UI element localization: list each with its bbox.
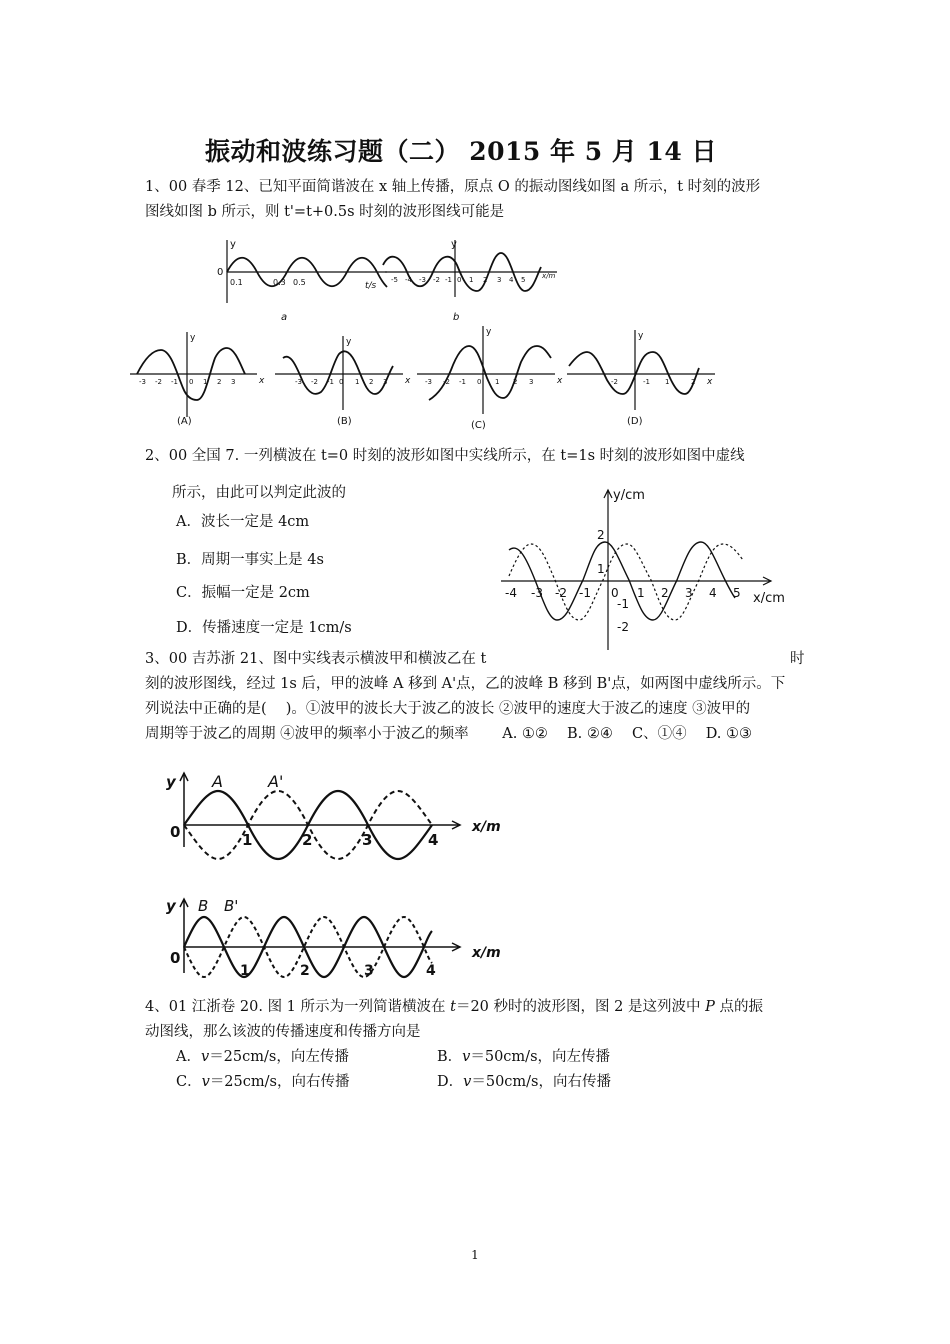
q4-line1-part: ＝20 秒时的波形图，图 2 是这列波中 — [455, 999, 706, 1015]
page-number: 1 — [471, 1248, 479, 1262]
opt-d-tick: 2 — [691, 378, 696, 386]
opt-c-curve — [429, 346, 551, 400]
opt-a-tick: 2 — [217, 378, 222, 386]
fig-b-tick: -5 — [391, 276, 398, 284]
opt-b-tick: -3 — [295, 378, 302, 386]
opt-c-tick: 2 — [513, 378, 518, 386]
fig-b-y-label: y — [451, 239, 457, 250]
fig-a-tick: 0.3 — [273, 278, 286, 287]
q4-line1-part: 4、01 江浙卷 20. 图 1 所示为一列简谐横波在 — [145, 999, 451, 1015]
fig-b-tick: 3 — [497, 276, 502, 284]
q2-line1: 2、00 全国 7. 一列横波在 t=0 时刻的波形如图中实线所示，在 t=1s 时刻的波形如图中虚线 — [145, 448, 745, 464]
q3-figure-wave-yi — [160, 895, 510, 990]
fig-b-tick: 2 — [483, 276, 488, 284]
opt-a-tick: 0 — [189, 378, 194, 386]
fig-b-tick: 1 — [469, 276, 474, 284]
q4-option-d — [437, 1070, 611, 1095]
q2-line2: 所示，由此可以判定此波的 — [172, 485, 346, 501]
jia-tick: 2 — [302, 831, 313, 849]
yi-origin: 0 — [170, 949, 181, 967]
opt-d-caption: (D) — [627, 416, 643, 427]
opt-c-tick: -2 — [443, 378, 450, 386]
yi-peak-b-shifted: B' — [224, 897, 239, 915]
option-var: v — [200, 1049, 210, 1065]
q4-line1-part: 点的振 — [714, 999, 763, 1015]
q2-x-tick: -2 — [555, 586, 567, 600]
q2-x-tick: 1 — [637, 586, 645, 600]
q1-option-figures — [125, 322, 725, 434]
option-text: ＝25cm/s，向左传播 — [209, 1049, 349, 1065]
opt-b-caption: (B) — [337, 416, 352, 427]
fig-b-tick: -2 — [433, 276, 440, 284]
option-text: ＝25cm/s，向右传播 — [209, 1074, 350, 1090]
opt-d-tick: -2 — [611, 378, 618, 386]
fig-b-x-label: x/m — [542, 272, 556, 280]
opt-d-y-label: y — [638, 331, 644, 341]
fig-b-caption: b — [453, 312, 460, 323]
jia-tick: 1 — [242, 831, 253, 849]
fig-a-tick: 0.1 — [230, 278, 243, 287]
jia-peak-a: A — [212, 772, 223, 791]
opt-a-tick: -1 — [171, 378, 178, 386]
yi-tick: 3 — [364, 963, 374, 979]
opt-c-tick: 1 — [495, 378, 500, 386]
jia-peak-a-shifted: A' — [268, 772, 284, 791]
option-var: v — [201, 1074, 210, 1090]
q2-x-tick: 4 — [709, 586, 717, 600]
option-text: ＝50cm/s，向右传播 — [471, 1074, 611, 1090]
q4-option-b — [437, 1045, 610, 1070]
q2-x-tick: -3 — [531, 586, 543, 600]
fig-a-x-label: t/s — [365, 281, 377, 291]
q2-y-tick: 2 — [597, 528, 605, 542]
yi-tick: 1 — [240, 963, 250, 979]
q2-option-d: D．传播速度一定是 1cm/s — [176, 620, 352, 636]
option-text: ＝50cm/s，向左传播 — [470, 1049, 611, 1065]
q3-line1-end: 时 — [790, 651, 805, 667]
option-letter: A． — [176, 1049, 201, 1065]
fig-b-tick: 4 — [509, 276, 514, 284]
fig-b-tick: -4 — [405, 276, 412, 284]
opt-b-tick: -1 — [327, 378, 334, 386]
fig-b-tick: 5 — [521, 276, 526, 284]
opt-d-tick: -1 — [643, 378, 650, 386]
jia-x-label: x/m — [472, 819, 501, 835]
opt-b-tick: 0 — [339, 378, 344, 386]
yi-tick: 2 — [300, 963, 310, 979]
q4-line1 — [145, 995, 763, 1020]
q2-x-tick: -1 — [579, 586, 591, 600]
yi-tick: 4 — [426, 963, 436, 979]
opt-a-tick: 1 — [203, 378, 208, 386]
opt-a-caption: (A) — [177, 416, 192, 427]
opt-a-tick: 3 — [231, 378, 236, 386]
q4-option-a — [176, 1045, 349, 1070]
opt-c-tick: -3 — [425, 378, 432, 386]
option-letter: C． — [176, 1074, 202, 1090]
fig-a-origin: 0 — [217, 267, 224, 278]
q3-line2: 刻的波形图线，经过 1s 后，甲的波峰 A 移到 A'点，乙的波峰 B 移到 B'点，如两图中虚线所示。下 — [145, 676, 786, 692]
q2-x-tick: 2 — [661, 586, 669, 600]
opt-d-curve — [569, 352, 699, 394]
opt-a-tick: -3 — [139, 378, 146, 386]
fig-a-caption: a — [281, 312, 288, 323]
fig-b-tick: 0 — [457, 276, 462, 284]
jia-tick: 3 — [362, 831, 373, 849]
opt-c-y-label: y — [486, 327, 492, 337]
jia-y-label: y — [166, 773, 176, 791]
q2-option-a: A．波长一定是 4cm — [176, 514, 310, 530]
q2-y-tick: -2 — [617, 620, 629, 634]
jia-origin: 0 — [170, 823, 181, 841]
opt-b-curve — [283, 351, 393, 394]
option-letter: B． — [437, 1049, 463, 1065]
q3-line3: 列说法中正确的是( )。①波甲的波长大于波乙的波长 ②波甲的速度大于波乙的速度 ③波甲的 — [145, 701, 751, 717]
option-var: v — [463, 1074, 472, 1090]
q2-x-tick: 5 — [733, 586, 741, 600]
jia-tick: 4 — [428, 831, 439, 849]
opt-b-tick: 3 — [383, 378, 388, 386]
fig-a-tick: 0.5 — [293, 278, 306, 287]
page-title: 振动和波练习题（二） 2015 年 5 月 14 日 — [205, 137, 717, 166]
opt-a-x-label: x — [259, 376, 265, 386]
q1-line1: 1、00 春季 12、已知平面简谐波在 x 轴上传播，原点 O 的振动图线如图 a 所示，t 时刻的波形 — [145, 179, 761, 195]
opt-a-y-label: y — [190, 333, 196, 343]
opt-c-x-label: x — [557, 376, 563, 386]
q2-option-b: B．周期一事实上是 4s — [176, 552, 324, 568]
opt-c-caption: (C) — [471, 420, 486, 431]
opt-c-tick: -1 — [459, 378, 466, 386]
q1-figures-ab — [215, 235, 565, 325]
opt-b-tick: 1 — [355, 378, 360, 386]
q2-x-tick: 0 — [611, 586, 619, 600]
q2-y-tick: 1 — [597, 562, 605, 576]
opt-c-tick: 0 — [477, 378, 482, 386]
fig-b-tick: -1 — [445, 276, 452, 284]
q4-option-c — [176, 1070, 349, 1095]
q2-x-label: x/cm — [753, 591, 785, 606]
option-var: v — [462, 1049, 471, 1065]
opt-b-x-label: x — [405, 376, 411, 386]
opt-d-tick: 1 — [665, 378, 670, 386]
q4-var-t: t — [450, 999, 456, 1015]
opt-b-tick: -2 — [311, 378, 318, 386]
yi-peak-b: B — [198, 897, 209, 915]
yi-x-label: x/m — [472, 945, 501, 961]
opt-c-tick: 3 — [529, 378, 534, 386]
q2-option-c: C．振幅一定是 2cm — [176, 585, 310, 601]
yi-y-label: y — [166, 897, 176, 915]
q2-y-tick: -1 — [617, 597, 629, 611]
q2-x-tick: 3 — [685, 586, 693, 600]
opt-a-tick: -2 — [155, 378, 162, 386]
q4-var-p: P — [705, 999, 715, 1015]
q3-figure-wave-jia — [160, 765, 510, 865]
q4-line2: 动图线，那么该波的传播速度和传播方向是 — [145, 1024, 421, 1040]
opt-b-tick: 2 — [369, 378, 374, 386]
q2-wave-figure — [495, 480, 795, 655]
opt-b-y-label: y — [346, 337, 352, 347]
q2-y-label: y/cm — [613, 488, 645, 503]
q1-line2: 图线如图 b 所示，则 t'=t+0.5s 时刻的波形图线可能是 — [145, 204, 505, 220]
fig-b-tick: -3 — [419, 276, 426, 284]
q3-line1: 3、00 吉苏浙 21、图中实线表示横波甲和横波乙在 t — [145, 651, 487, 667]
q2-x-tick: -4 — [505, 586, 517, 600]
option-letter: D． — [437, 1074, 464, 1090]
opt-d-x-label: x — [707, 377, 713, 387]
q3-line4: 周期等于波乙的周期 ④波甲的频率小于波乙的频率 A. ①② B. ②④ C、①④ D. ①③ — [145, 726, 753, 742]
fig-a-y-label: y — [230, 239, 236, 250]
